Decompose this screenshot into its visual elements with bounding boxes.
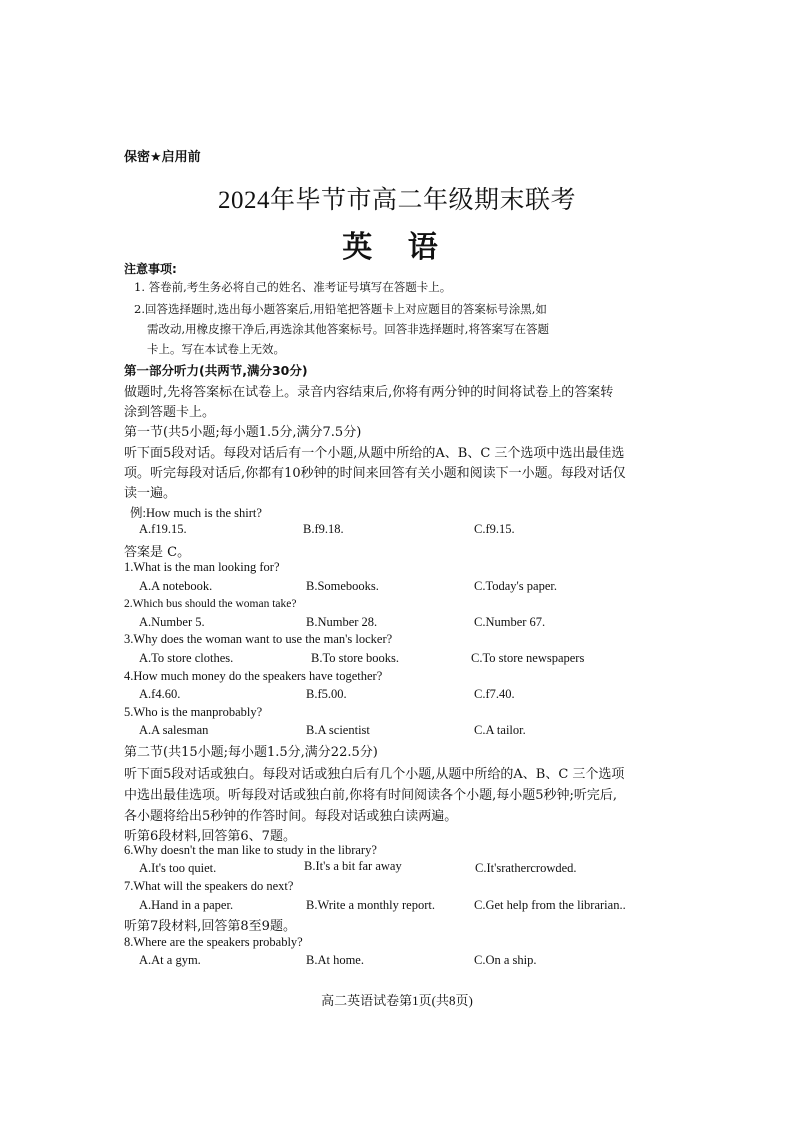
material-6-instruction: 听第6段材料,回答第6、7题。 (124, 829, 296, 844)
question-7-option-c: C.Get help from the librarian.. (474, 898, 626, 912)
notice-item-1: 1. 答卷前,考生务必将自己的姓名、准考证号填写在答题卡上。 (134, 280, 452, 294)
question-3-option-a: A.To store clothes. (139, 651, 234, 665)
part1-heading: 第一部分听力(共两节,满分30分) (124, 363, 308, 378)
notice-item-2-line-2: 需改动,用橡皮擦干净后,再选涂其他答案标号。回答非选择题时,将答案写在答题 (147, 322, 549, 336)
exam-title: 2024年毕节市高二年级期末联考 (217, 187, 576, 214)
question-3-option-c: C.To store newspapers (471, 651, 585, 665)
question-2-option-b: B.Number 28. (306, 615, 378, 629)
section2-instruction-line-3: 各小题将给出5秒钟的作答时间。每段对话或独白读两遍。 (124, 809, 458, 824)
question-8: 8.Where are the speakers probably? (124, 935, 303, 949)
section1-heading: 第一节(共5小题;每小题1.5分,满分7.5分) (124, 425, 362, 440)
example-option-b: B.f9.18. (303, 522, 344, 536)
section1-instruction-line-1: 听下面5段对话。每段对话后有一个小题,从题中所给的A、B、C 三个选项中选出最佳选 (124, 446, 625, 461)
section2-heading: 第二节(共15小题;每小题1.5分,满分22.5分) (124, 745, 378, 760)
section1-instruction-line-3: 读一遍。 (124, 486, 177, 501)
question-4-option-a: A.f4.60. (139, 687, 181, 701)
question-3: 3.Why does the woman want to use the man's locker? (124, 632, 393, 646)
question-4-option-b: B.f5.00. (306, 687, 347, 701)
question-5-option-a: A.A salesman (139, 723, 209, 737)
question-5: 5.Who is the manprobably? (124, 705, 263, 719)
question-3-option-b: B.To store books. (311, 651, 400, 665)
example-option-a: A.f19.15. (139, 522, 187, 536)
question-2: 2.Which bus should the woman take? (124, 598, 297, 610)
notice-item-2-line-3: 卡上。写在本试卷上无效。 (147, 342, 285, 356)
section1-instruction-line-2: 项。听完每段对话后,你都有10秒钟的时间来回答有关小题和阅读下一小题。每段对话仅 (124, 466, 626, 481)
question-2-option-c: C.Number 67. (474, 615, 546, 629)
question-6-option-c: C.It'srathercrowded. (475, 861, 577, 875)
part1-intro-line-1: 做题时,先将答案标在试卷上。录音内容结束后,你将有两分钟的时间将试卷上的答案转 (124, 385, 614, 400)
question-2-option-a: A.Number 5. (139, 615, 205, 629)
question-6-option-a: A.It's too quiet. (139, 861, 217, 875)
question-5-option-b: B.A scientist (306, 723, 370, 737)
question-5-option-c: C.A tailor. (474, 723, 526, 737)
example-answer: 答案是 C。 (124, 545, 191, 560)
section2-instruction-line-1: 听下面5段对话或独白。每段对话或独白后有几个小题,从题中所给的A、B、C 三个选项 (124, 767, 625, 782)
question-7-option-b: B.Write a monthly report. (306, 898, 435, 912)
question-6-option-b: B.It's a bit far away (304, 859, 402, 873)
section2-instruction-line-2: 中选出最佳选项。听每段对话或独白前,你将有时间阅读各个小题,每小题5秒钟;听完后, (124, 788, 618, 803)
subject-title: 英 语 (342, 231, 452, 264)
question-8-option-c: C.On a ship. (474, 953, 537, 967)
question-7: 7.What will the speakers do next? (124, 879, 294, 893)
question-6: 6.Why doesn't the man like to study in the library? (124, 843, 377, 857)
notice-heading: 注意事项: (124, 262, 177, 276)
question-1-option-a: A.A notebook. (139, 579, 213, 593)
question-1-option-c: C.Today's paper. (474, 579, 557, 593)
example-question: 例:How much is the shirt? (130, 506, 262, 520)
question-8-option-b: B.At home. (306, 953, 364, 967)
question-4: 4.How much money do the speakers have together? (124, 669, 383, 683)
page-footer: 高二英语试卷第1页(共8页) (321, 993, 473, 1008)
question-8-option-a: A.At a gym. (139, 953, 201, 967)
question-4-option-c: C.f7.40. (474, 687, 515, 701)
question-7-option-a: A.Hand in a paper. (139, 898, 234, 912)
question-1: 1.What is the man looking for? (124, 560, 280, 574)
notice-item-2-line-1: 2.回答选择题时,选出每小题答案后,用铅笔把答题卡上对应题目的答案标号涂黑,如 (134, 302, 547, 316)
example-option-c: C.f9.15. (474, 522, 515, 536)
part1-intro-line-2: 涂到答题卡上。 (124, 405, 216, 420)
confidential-label: 保密★启用前 (124, 150, 201, 165)
material-7-instruction: 听第7段材料,回答第8至9题。 (124, 919, 296, 934)
question-1-option-b: B.Somebooks. (306, 579, 379, 593)
